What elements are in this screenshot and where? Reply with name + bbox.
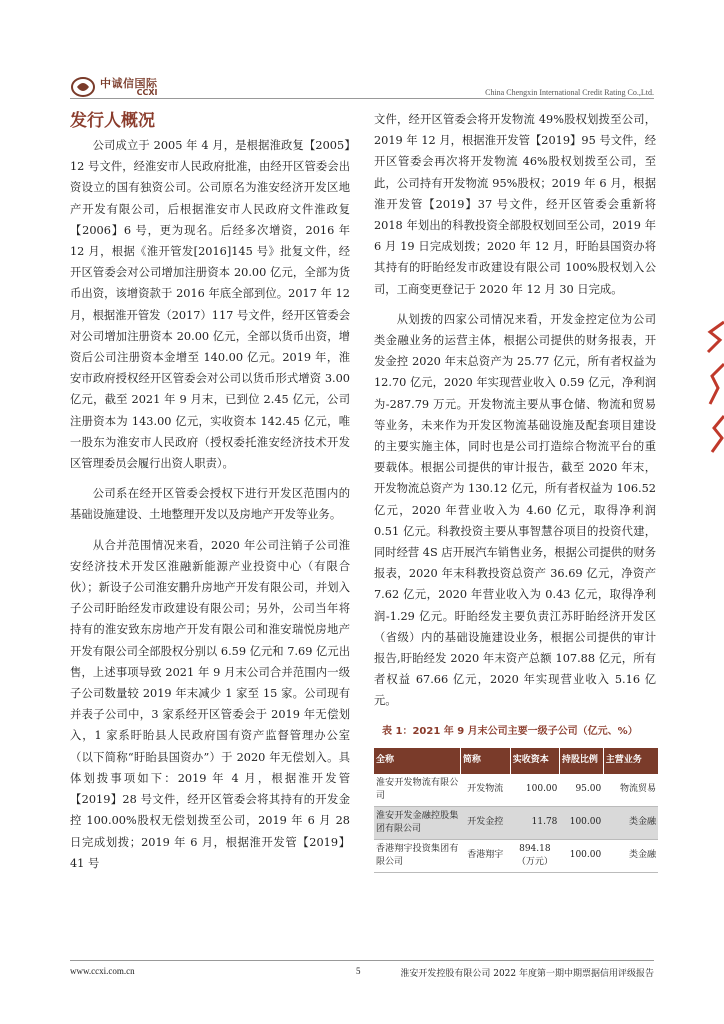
left-column (70, 135, 350, 883)
cell-business: 类金融 (603, 806, 658, 839)
paragraph: 文件，经开区管委会将开发物流 49%股权划拨至公司，2019 年 12 月，根据淮开发管【2019】95 号文件，经开区管委会再次将开发物流 46%股权划拨至公司，至此，公司持有开发物流 95%股权；2019 年 6 月，根据淮开发管【2019】37 号文件，经开区管委会重新将 2018 年划出的科教投资全部股权划回至公司，2019 年 6 月 19 日完成划拨；2020 年 12 月，盱眙县国资办将其持有的盱眙经发市政建设有限公司 100%股权划入公司，工商变更登记于 2020 年 12 月 30 日完成。 (374, 113, 656, 296)
header-divider (70, 98, 654, 99)
cell-capital-value: 894.18 (519, 843, 551, 854)
section-title: 发行人概况 (70, 111, 155, 131)
paragraph: 从合并范围情况来看，2020 年公司注销子公司淮安经济技术开发区淮融新能源产业投资中心（有限合伙）；新设子公司淮安鹏升房地产开发有限公司，并划入子公司盱眙经发市政建设有限公司；另外，公司当年将持有的淮安致东房地产开发有限公司和淮安瑞悦房地产开发有限公司全部股权分别以 6.59 亿元和 7.69 亿元出售，上述事项导致 2021 年 9 月末公司合并范围内一级子公司数量较 2019 年末减少 1 家至 15 家。公司现有并表子公司中，3 家系经开区管委会于 2019 年无偿划入，1 家系盱眙县人民政府国有资产监督管理办公室（以下简称“盱眙县国资办”）于 2020 年无偿划入。具体划拨事项如下：2019 年 4 月，根据淮开发管【2019】28 号文件，经开区管委会将其持有的开发金控 100.00%股权无偿划拨至公司，2019 年 6 月 28 日完成划拨；2019 年 6 月，根据淮开发管【2019】41 号 (70, 538, 350, 870)
cell-full-name: 淮安开发金融控股集团有限公司 (374, 806, 460, 839)
side-decoration-icon (704, 318, 724, 458)
paragraph: 公司成立于 2005 年 4 月，是根据淮政复【2005】12 号文件，经淮安市人民政府批准，由经开区管委会出资设立的国有独资公司。公司原名为淮安经济开发区地产开发有限公司，后根据淮安市人民政府文件淮政复【2006】6 号，更为现名。后经多次增资，2016 年 12 月，根据《淮开管发[2016]145 号》批复文件，经开区管委会对公司增加注册资本 20.00 亿元，全部为货币出资，该增资款于 2016 年底全部到位。2017 年 12 月，根据淮开管发（2017）117 号文件，经开区管委会对公司增加注册资本 20.00 亿元，全部以货币出资，增资后公司注册资本金增至 140.00 亿元。2019 年，淮安市政府授权经开区管委会对公司以货币形式增资 3.00 亿元，截至 2021 年 9 月末，已到位 2.45 亿元，公司注册资本为 143.00 亿元，实收资本 142.45 亿元，唯一股东为淮安市人民政府（授权委托淮安经济技术开发区管理委员会履行出资人职责）。 (70, 139, 350, 471)
cell-ratio: 100.00 (559, 839, 603, 872)
col-header-capital: 实收资本 (510, 748, 559, 774)
table-caption: 表 1：2021 年 9 月末公司主要一级子公司（亿元、%） (382, 725, 638, 737)
cell-business: 物流贸易 (603, 774, 658, 807)
col-header-ratio: 持股比例 (559, 748, 603, 774)
footer-divider (70, 960, 654, 961)
logo-cn-text: 中诚信国际 (100, 76, 158, 90)
footer-report-title: 淮安开发控股有限公司 2022 年度第一期中期票据信用评级报告 (400, 969, 654, 979)
table-row (374, 839, 658, 872)
cell-full-name: 淮安开发物流有限公司 (374, 774, 460, 807)
cell-capital (510, 839, 559, 872)
cell-capital: 11.78 (510, 806, 559, 839)
cell-capital-unit: （万元） (516, 856, 553, 867)
cell-short-name: 开发物流 (460, 774, 510, 807)
footer-website: www.ccxi.com.cn (70, 966, 135, 976)
cell-full-name: 香港翔宇投资集团有限公司 (374, 839, 460, 872)
logo-en-text: CCXI (136, 87, 158, 97)
cell-capital: 100.00 (510, 774, 559, 807)
col-header-business: 主营业务 (603, 748, 658, 774)
cell-short-name: 香港翔宇 (460, 839, 510, 872)
company-en-name: China Chengxin International Credit Rating Co.,Ltd. (485, 88, 654, 97)
col-header-full-name: 全称 (374, 748, 460, 774)
cell-ratio: 100.00 (559, 806, 603, 839)
table-row (374, 774, 658, 807)
table-row (374, 806, 658, 839)
paragraph: 公司系在经开区管委会授权下进行开发区范围内的基础设施建设、土地整理开发以及房地产开发等业务。 (70, 487, 350, 522)
ccxi-logo-icon (70, 76, 96, 98)
logo (70, 74, 158, 100)
subsidiaries-table (374, 748, 658, 873)
col-header-short-name: 简称 (460, 748, 510, 774)
table-header-row (374, 748, 658, 774)
page-number: 5 (356, 966, 361, 976)
cell-short-name: 开发金控 (460, 806, 510, 839)
right-column (374, 109, 656, 873)
paragraph: 从划拨的四家公司情况来看，开发金控定位为公司类金融业务的运营主体，根据公司提供的财务报表，开发金控 2020 年末总资产为 25.77 亿元，所有者权益为 12.70 亿元，2020 年实现营业收入 0.59 亿元，净利润为-287.79 万元。开发物流主要从事仓储、物流和贸易等业务，未来作为开发区物流基础设施及配套项目建设的主要实施主体，同时也是公司打造综合物流平台的重要载体。根据公司提供的审计报告，截至 2020 年末，开发物流总资产为 130.12 亿元，所有者权益为 106.52 亿元，2020 年营业收入为 4.60 亿元，取得净利润 0.51 亿元。科教投资主要从事智慧谷项目的投资代建，同时经营 4S 店开展汽车销售业务，根据公司提供的财务报表，2020 年末科教投资总资产 36.69 亿元，净资产 7.62 亿元，2020 年营业收入为 0.43 亿元，取得净利润-1.29 亿元。盱眙经发主要负责江苏盱眙经济开发区（省级）内的基础设施建设业务，根据公司提供的审计报告,盱眙经发 2020 年末资产总额 107.88 亿元，所有者权益 67.66 亿元，2020 年实现营业收入 5.16 亿元。 (374, 312, 656, 708)
cell-business: 类金融 (603, 839, 658, 872)
cell-ratio: 95.00 (559, 774, 603, 807)
